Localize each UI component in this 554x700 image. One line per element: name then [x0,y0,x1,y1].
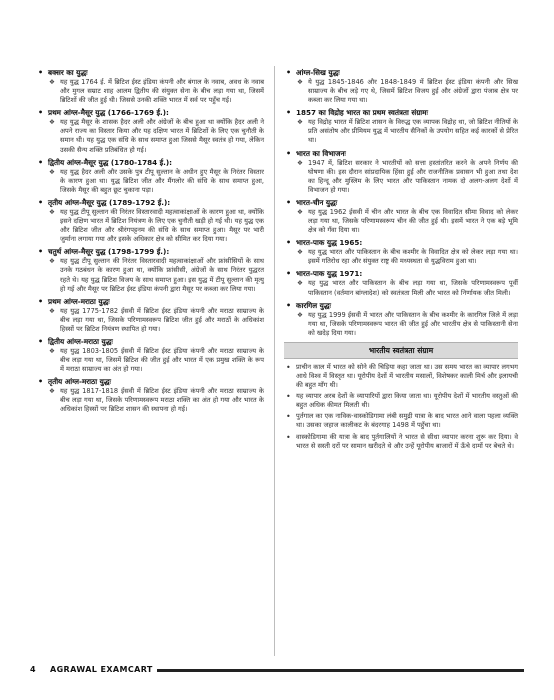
topic-heading-text: द्वितीय आंग्ल-मराठा युद्धः [48,336,113,346]
bullet-icon: • [286,68,292,77]
bullet-icon: • [286,108,292,118]
topic-description [36,118,264,154]
bullet-icon: • [286,238,292,248]
bullet-icon: • [38,197,44,207]
brand-logo: AGRAWAL EXAMCART [46,663,157,677]
bullet-icon: • [38,296,44,306]
section-points [284,363,518,451]
section-point [284,412,518,430]
topic-heading [284,68,518,78]
topic-item [36,377,264,414]
topic-description [36,307,264,334]
section-point [284,433,518,451]
topic-heading [36,198,264,208]
topic-description-text: यह युद्ध 1999 ईसवी में भारत और पाकिस्तान के बीच कश्मीर के कारगिल जिले में लड़ा गया था, जिसके परिणामस्वरूप भारत की जीत हुई और भारतीय क्षेत्र से पाकिस्तानी सेना को खदेड़ दिया गया। [308,310,518,337]
topic-description-text: यह युद्ध 1764 ई. में ब्रिटिश ईस्ट इंडिया कंपनी और बंगाल के नवाब, अवध के नवाब और मुगल सम्राट शाह आलम द्वितीय की संयुक्त सेना के बीच लड़ा गया था, जिसमें ब्रिटिशों की जीत हुई थी। जिससे उनकी शक्ति भारत में सर्व पर पहुँच गई। [60,78,264,105]
diamond-bullet-icon: ❖ [297,207,303,216]
topic-item [36,247,264,293]
right-column [284,68,518,453]
topic-heading [36,108,264,118]
section-point-text: प्राचीन काल में भारत को सोने की चिड़िया कहा जाता था। उस समय भारत का व्यापार लगभग आधे विश्व में विस्तृत था। यूरोपीय देशों में भारतीय मसालों, विशेषकर काली मिर्च और इलायची की बहुत माँग थी। [296,362,518,390]
page-number: 4 [30,665,36,674]
topic-description [284,159,518,195]
topic-item [36,198,264,244]
bullet-icon: • [38,377,44,387]
topic-item [284,149,518,195]
topic-description [36,387,264,414]
topic-heading [284,301,518,311]
diamond-bullet-icon: ❖ [297,158,303,167]
topic-heading [36,158,264,168]
topic-item [284,301,518,338]
topic-heading [36,337,264,347]
topic-description-text: यह युद्ध 1803-1805 ईसवी में ब्रिटिश ईस्ट इंडिया कंपनी और मराठा साम्राज्य के बीच लड़ा गया था, जिसमें ब्रिटिश की जीत हुई और भारत में एक प्रमुख शक्ति के रूप में मराठा साम्राज्य का अंत हो गया। [60,346,264,374]
topic-heading [284,149,518,159]
topic-heading-text: भारत का विभाजनः [296,148,346,158]
topic-description-text: यह युद्ध टीपू सुल्तान की निरंतर विस्तारवादी महत्वाकांक्षाओं के कारण हुआ था, क्योंकि इसने दक्षिण भारत में ब्रिटिश नियंत्रण के लिए एक चुनौती खड़ी हो गई थी। यह युद्ध एक और ब्रिटिश जीत और श्रीरंगपट्टनम की संधि के साथ समाप्त हुआ। मैसूर पर भारी जुर्माना लगाया गया और इसके अधिकार क्षेत्र को सीमित कर दिया गया। [60,207,264,244]
bullet-icon: • [286,148,292,158]
section-point-text: वास्कोडिगामा की यात्रा के बाद पुर्तगालियों ने भारत से सीधा व्यापार करना शुरू कर दिया। वे भारत से सस्ती दरों पर सामान खरीदते थे और उन्हें यूरोपीय बाजारों में ऊँचे दामों पर बेचते थे। [296,432,518,450]
diamond-bullet-icon: ❖ [297,310,303,319]
topic-description-text: यह युद्ध 1817-1818 ईसवी में ब्रिटिश ईस्ट इंडिया कंपनी और मराठा साम्राज्य के बीच लड़ा गया था, जिसके परिणामस्वरूप मराठा शक्ति का अंत हो गया और भारत के अधिकांश हिस्सों पर ब्रिटिश शासन की स्थापना हो गई। [60,387,264,414]
bullet-icon: • [38,157,44,167]
topic-item [284,269,518,297]
topic-heading [284,108,518,118]
topic-heading-text: प्रथम आंग्ल-मराठा युद्धः [48,296,110,306]
topic-description [284,311,518,338]
section-point [284,363,518,390]
diamond-bullet-icon: ❖ [49,167,55,176]
bullet-icon: • [38,336,44,346]
bullet-icon: • [286,412,291,422]
bullet-icon: • [286,197,292,207]
topic-heading-text: भारत-चीन युद्धः [296,197,338,207]
topic-description [36,168,264,195]
topic-heading-text: आंग्ल-सिख युद्धः [296,68,340,77]
bullet-icon: • [286,300,292,310]
topic-description [284,78,518,105]
diamond-bullet-icon: ❖ [49,346,55,355]
topic-description [284,208,518,235]
topic-description-text: 1947 में, ब्रिटिश सरकार ने भारतीयों को सत्ता हस्तांतरित करने के अपने निर्णय की घोषणा की। इस दौरान सांप्रदायिक हिंसा हुई और राजनीतिक प्रवासन भी हुआ तथा देश का हिन्दू और मुस्लिम के लिए भारत और पाकिस्तान नामक दो अलग-अलग देशों में विभाजन हो गया। [308,158,518,194]
bullet-icon: • [38,68,44,77]
topic-description-text: यह युद्ध टीपू सुल्तान की निरंतर विस्तारवादी महत्वाकांक्षाओं और फ्रांसीसियों के साथ उनके गठबंधन के कारण हुआ था, क्योंकि फ्रांसीसी, अंग्रेजों के साथ निरंतर युद्धरत रहते थे। यह युद्ध ब्रिटिश विजय के साथ समाप्त हुआ। इस युद्ध में टीपू सुल्तान की मृत्यु हो गई और मैसूर पर ब्रिटिश ईस्ट इंडिया कंपनी द्वारा मैसूर पर कब्जा कर लिया गया। [60,257,264,293]
topic-heading [284,198,518,208]
topic-heading-text: 1857 का विद्रोह भारत का प्रथम स्वतंत्रता संग्रामः [296,108,428,118]
topic-item [36,297,264,334]
topic-description-text: यह युद्ध 1962 ईसवी में चीन और भारत के बीच एक विवादित सीमा विवाद को लेकर लड़ा गया था, जिसके परिणामस्वरूप चीन की जीत हुई थी। इसमें भारत ने एक बड़े भूमि क्षेत्र को गँवा दिया था। [308,207,518,235]
topic-item [36,158,264,195]
topic-description-text: यह विद्रोह भारत में ब्रिटिश शासन के विरुद्ध एक व्यापक विद्रोह था, जो ब्रिटिश नीतियों के प्रति असंतोष और प्रीमियम युद्ध में भारतीय सैनिकों के उपयोग सहित कई कारकों से प्रेरित था। [308,118,518,145]
topic-heading [36,68,264,78]
topic-description-text: ये युद्ध 1845-1846 और 1848-1849 में ब्रिटिश ईस्ट इंडिया कंपनी और सिख साम्राज्य के बीच लड़े गए थे, जिसमें ब्रिटिश विजय हुई और अंग्रेजों द्वारा पंजाब क्षेत्र पर कब्जा कर लिया गया था। [308,78,518,105]
diamond-bullet-icon: ❖ [297,78,303,86]
topic-description [36,208,264,244]
topic-item [36,68,264,105]
topic-item [284,68,518,105]
topic-item [284,198,518,235]
topic-item [36,337,264,374]
topic-heading [284,238,518,248]
section-point-text: पुर्तगाल का एक नाविक-वास्कोडिगामा लंबी समुद्री यात्रा के बाद भारत आने वाला पहला व्यक्ति था। उसका जहाज कालीकट के बंदरगाह 1498 में पहुँचा था। [296,412,518,430]
topic-heading-text: भारत-पाक युद्ध 1971: [296,269,363,279]
left-column [36,68,264,418]
diamond-bullet-icon: ❖ [49,257,55,266]
topic-description-text: यह युद्ध भारत और पाकिस्तान के बीच लड़ा गया था, जिसके परिणामस्वरूप पूर्वी पाकिस्तान (वर्तमान बांग्लादेश) को स्वतंत्रता मिली और भारत को निर्णायक जीत मिली। [308,279,518,297]
topic-description [36,257,264,293]
bullet-icon: • [286,432,291,442]
topic-heading [36,377,264,387]
topic-item [284,238,518,266]
topic-description-text: यह युद्ध मैसूर के शासक हैदर अली और अंग्रेजों के बीच हुआ था क्योंकि हैदर अली ने अपने राज्य का विस्तार किया और यह दक्षिण भारत में ब्रिटिशों के लिए एक चुनौती के समान थी। यह युद्ध एक संधि के साथ समाप्त हुआ जिससे मैसूर स्वतंत्र हो गया, लेकिन उसकी सैन्य शक्ति प्रतिबंधित हो गई। [60,118,264,154]
topic-heading-text: भारत-पाक युद्ध 1965: [296,238,363,248]
section-title: भारतीय स्वतंत्रता संग्राम [284,342,518,359]
diamond-bullet-icon: ❖ [297,118,303,127]
bullet-icon: • [286,392,291,402]
bullet-icon: • [38,108,44,118]
topic-heading-text: कारगिल युद्धः [296,300,331,310]
page-footer [0,663,554,677]
diamond-bullet-icon: ❖ [297,279,303,288]
topic-heading-text: तृतीय आंग्ल-मैसूर युद्ध (1789-1792 ई.): [48,197,171,207]
topic-heading-text: प्रथम आंग्ल-मैसूर युद्ध (1766-1769 ई.): [48,108,169,118]
section-point-text: यह व्यापार अरब देशों के व्यापारियों द्वारा किया जाता था। यूरोपीय देशों में भारतीय वस्तुओं की बहुत अधिक कीमत मिलती थी। [296,392,518,410]
diamond-bullet-icon: ❖ [49,387,55,396]
right-items [284,68,518,338]
bullet-icon: • [286,362,291,372]
topic-description-text: यह युद्ध भारत और पाकिस्तान के बीच कश्मीर के विवादित क्षेत्र को लेकर लड़ा गया था। इसमें गतिरोध रहा और संयुक्त राष्ट्र की मध्यस्थता से युद्धविराम हुआ था। [308,248,518,266]
bullet-icon: • [38,247,44,257]
diamond-bullet-icon: ❖ [297,248,303,257]
topic-description-text: यह युद्ध हैदर अली और उसके पुत्र टीपू सुल्तान के अधीन हुए मैसूर के निरंतर विस्तार के कारण हुआ था। युद्ध ब्रिटिश जीत और मैंगलोर की संधि के साथ समाप्त हुआ, जिसके मैसूर की बहुत छूट चुकाना पड़ा। [60,167,264,194]
topic-description [284,279,518,297]
topic-description [284,248,518,266]
column-divider [274,66,275,656]
diamond-bullet-icon: ❖ [49,207,55,216]
topic-description [284,118,518,145]
topic-heading-text: चतुर्थ आंग्ल-मैसूर युद्ध (1798-1799 ई.): [48,247,170,257]
topic-description [36,347,264,374]
diamond-bullet-icon: ❖ [49,78,55,86]
topic-heading [36,247,264,257]
topic-heading-text: बक्सर का युद्धः [48,68,88,77]
topic-description-text: यह युद्ध 1775-1782 ईसवी में ब्रिटिश ईस्ट इंडिया कंपनी और मराठा साम्राज्य के बीच लड़ा गया था, जिसके परिणामस्वरूप ब्रिटिश जीत हुई और मराठों के अधिकांश हिस्सों पर ब्रिटिश नियंत्रण स्थापित हो गया। [60,306,264,333]
section-point [284,392,518,410]
diamond-bullet-icon: ❖ [49,118,55,127]
diamond-bullet-icon: ❖ [49,306,55,315]
topic-item [36,108,264,154]
topic-heading-text: द्वितीय आंग्ल-मैसूर युद्ध (1780-1784 ई.): [48,157,173,167]
topic-heading-text: तृतीय आंग्ल-मराठा युद्धः [48,377,111,387]
bullet-icon: • [286,269,292,279]
topic-description [36,78,264,105]
topic-heading [36,297,264,307]
topic-heading [284,269,518,279]
topic-item [284,108,518,145]
